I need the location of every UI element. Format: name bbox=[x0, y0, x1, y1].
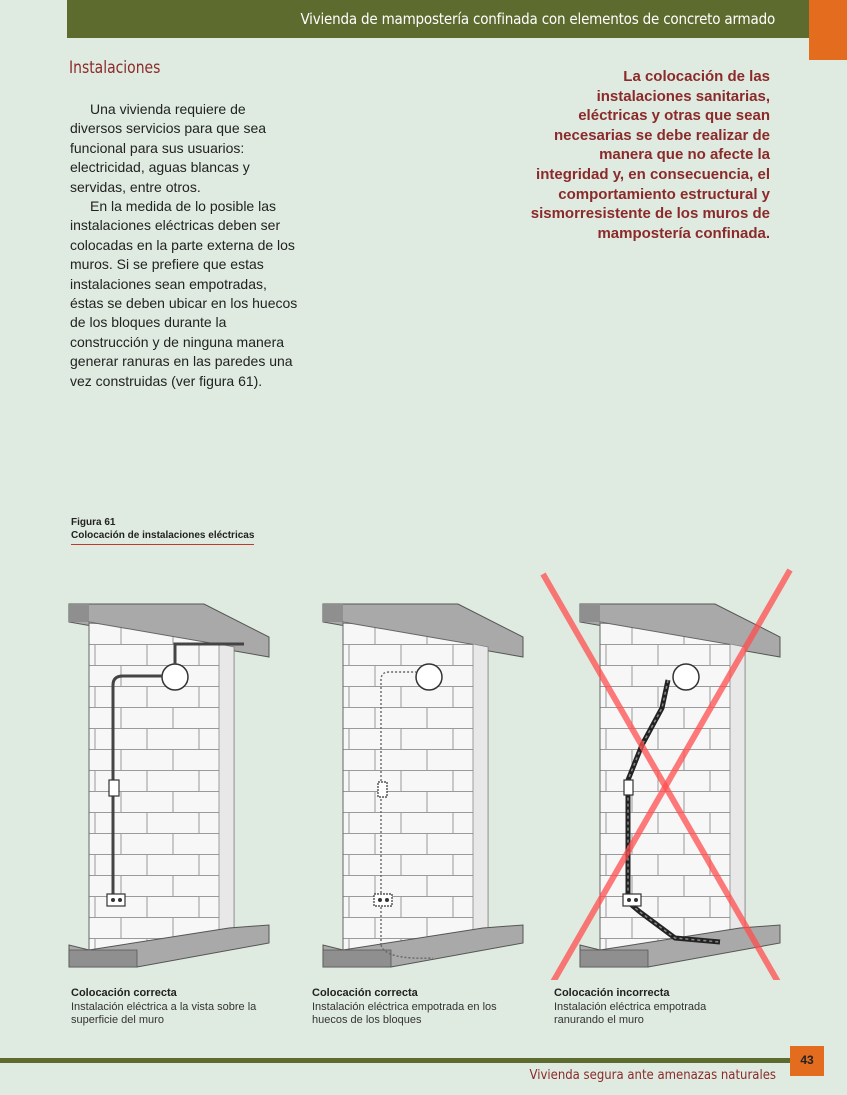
panel-caption-desc: Instalación eléctrica empotrada en los huecos de los bloques bbox=[312, 1000, 497, 1026]
panel-caption-1 bbox=[71, 987, 291, 1028]
figure-caption bbox=[71, 516, 254, 545]
panel-caption-2 bbox=[312, 987, 532, 1028]
switch-icon bbox=[378, 782, 387, 797]
panel-exposed-installation bbox=[69, 604, 269, 967]
outlet-icon bbox=[107, 894, 125, 906]
header-bar bbox=[67, 0, 809, 38]
footer-title: Vivienda segura ante amenazas naturales bbox=[529, 1068, 776, 1083]
panel-caption-title: Colocación incorrecta bbox=[554, 987, 670, 999]
panel-caption-title: Colocación correcta bbox=[71, 987, 177, 999]
body-text bbox=[70, 100, 300, 391]
panel-embedded-installation bbox=[323, 604, 523, 967]
section-heading: Instalaciones bbox=[69, 58, 161, 78]
body-paragraph-1: Una vivienda requiere de diversos servicios para que sea funcional para sus usuarios: electricidad, aguas blancas y servidas, entre otros. bbox=[70, 101, 267, 195]
corner-tab bbox=[809, 0, 847, 60]
outlet-icon bbox=[623, 894, 641, 906]
panel-caption-3 bbox=[554, 987, 744, 1028]
figure-label: Figura 61 bbox=[71, 517, 116, 528]
body-paragraph-2: En la medida de lo posible las instalaciones eléctricas deben ser colocadas en la parte externa de los muros. Si se prefiere que estas instalaciones sean empotradas, éstas se deben ubicar en los huecos de los bloques durante la construcción y de ninguna manera generar ranuras en las paredes una vez construidas (ver figura 61). bbox=[70, 198, 298, 389]
outlet-icon bbox=[374, 894, 392, 906]
panel-incorrect-installation bbox=[580, 604, 780, 967]
panel-caption-desc: Instalación eléctrica a la vista sobre la superficie del muro bbox=[71, 1000, 257, 1026]
page-number: 43 bbox=[800, 1053, 814, 1067]
panel-caption-title: Colocación correcta bbox=[312, 987, 418, 999]
figure-title: Colocación de instalaciones eléctricas bbox=[71, 529, 254, 545]
pull-quote: La colocación de las instalaciones sanitarias, eléctricas y otras que sean necesarias se debe realizar de manera que no afecte la integridad y, en consecuencia, el comportamiento estructural y sismorresistente de los muros de mampostería confinada. bbox=[530, 68, 770, 242]
switch-icon bbox=[624, 780, 633, 795]
page-number-box bbox=[790, 1046, 824, 1076]
header-title: Vivienda de mampostería confinada con elementos de concreto armado bbox=[300, 10, 775, 28]
footer-bar bbox=[0, 1058, 790, 1063]
figure-illustration bbox=[0, 560, 847, 980]
panel-caption-desc: Instalación eléctrica empotrada ranurando el muro bbox=[554, 1000, 707, 1026]
switch-icon bbox=[109, 780, 119, 796]
